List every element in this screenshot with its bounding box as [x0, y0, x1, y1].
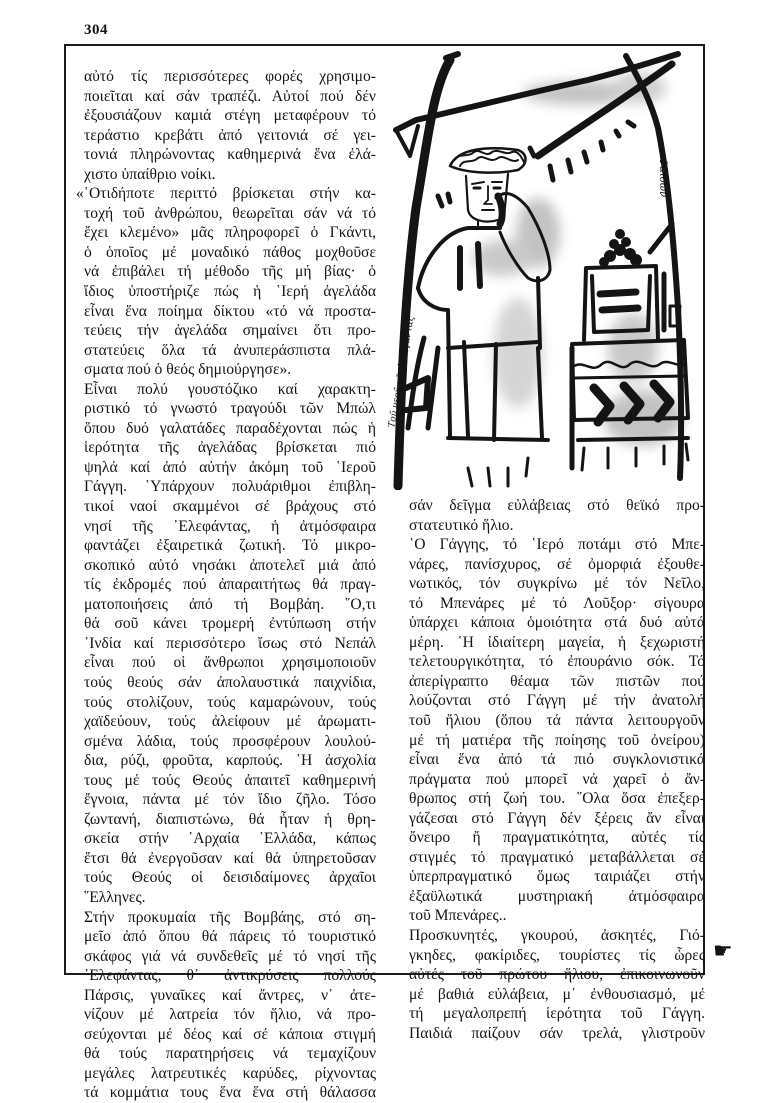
text-line: ὁ ὁποῖος μέ μοναδικό πάθος μοχθοῦσε — [84, 243, 376, 261]
text-line: ὑπερπραγματικό ὅμως ταιριάζει στήν — [409, 868, 705, 886]
text-line: Εἶναι πολύ γουστόζικο καί χαρακτη- — [84, 380, 376, 398]
text-line: μέρη. ῾Η ἰδιαίτερη μαγεία, ἡ ξεχωριστή — [409, 633, 705, 651]
text-line: μέ βαθιά εὐλάβεια, μ᾿ ἐνθουσιασμό, μέ — [409, 985, 705, 1003]
text-line: γκηδες, φακίριδες, τουρίστες τίς ὧρες — [409, 946, 705, 964]
text-line: νάρες, πανίσχυρος, σέ ὀμορφιά ἐξουθε- — [409, 555, 705, 573]
text-line: σκάφος γιά νά συνδεθεῖς μέ τό νησί τῆς — [84, 947, 376, 965]
text-line: τεράστιο κρεβάτι ἀπό γειτονιά σέ γει- — [84, 126, 376, 144]
text-line: ποιεῖται καί σάν τραπέζι. Αὐτοί πού δέν — [84, 87, 376, 105]
page-number: 304 — [84, 22, 108, 38]
text-line: θά σοῦ κάνει τρομερή ἐντύπωση στήν — [84, 615, 376, 633]
text-line: ριστικό τό γνωστό τραγούδι τῶν Μπώλ — [84, 400, 376, 418]
text-line: τοῦ ἥλιου (ὅπου τά πάντα λειτουργοῦν — [409, 712, 705, 730]
text-line: Στήν προκυμαία τῆς Βομβάης, στό ση- — [84, 908, 376, 926]
text-line: τους μέ τούς Θεούς ἀπαιτεῖ καθημερινή — [84, 771, 376, 789]
text-line: μεῖο ἀπό ὅπου θά πάρεις τό τουριστικό — [84, 928, 376, 946]
text-line: νά ἐπιβάλει τή μέθοδο τῆς μή βίας· ὁ — [84, 263, 376, 281]
text-line: σματα πού ὁ θεός δημιούργησε». — [84, 361, 292, 379]
text-line: Γάγγη. ῾Υπάρχουν πολυάριθμοι ἐπιβλη- — [84, 478, 376, 496]
text-line: τεύεις τήν ἀγελάδα σημαίνει ὅτι προ- — [84, 322, 376, 340]
article-left-column — [76, 67, 376, 1103]
illustration — [388, 48, 703, 490]
text-line: νωτικός, τόν συγκρίνω μέ τόν Νεῖλο, — [409, 575, 705, 593]
text-line: ὑπάρχει κάποια ὁμοιότητα στά δυό αὐτά — [409, 614, 705, 632]
ink-drawing — [388, 48, 703, 490]
text-line: σκοπικό αὐτό νησάκι ἀποτελεῖ μιά ἀπό — [84, 556, 376, 574]
article-right-column — [409, 496, 705, 1043]
text-line: ματοποιήσεις ἀπό τή Βομβάη. ῞Ο,τι — [84, 595, 376, 613]
text-line: ᾿Ινδία καί περισσότερο ἴσως στό Νεπάλ — [84, 634, 376, 652]
text-line: ἱερότητα τῆς ἀγελάδας βρίσκεται πιό — [84, 439, 376, 457]
text-line: φαντάζει ἐξαιρετικά ζωτική. Τό μικρο- — [84, 537, 376, 555]
text-line: αὐτό τίς περισσότερες φορές χρησιμο- — [84, 68, 376, 85]
illustration-inscription: Τοῦ νεοῦ τῆς Ἑλεγαντας — [388, 315, 417, 429]
text-line: λούζονται στό Γάγγη μέ τήν ἀνατολή — [409, 692, 705, 710]
text-line: Παιδιά παίζουν σάν τρελά, γλιστροῦν — [409, 1024, 705, 1042]
text-line: μέ τή ματιέρα τῆς ποίησης τοῦ ὀνείρου) — [409, 731, 705, 749]
text-line: τούς στολίζουν, τούς καμαρώνουν, τούς — [84, 693, 376, 711]
text-line: ἔχει κλεμένο» μᾶς πληροφορεῖ ὁ Γκάντι, — [84, 224, 376, 242]
text-line: εἶναι πού οἱ ἄνθρωποι χρησιμοποιοῦν — [84, 654, 376, 672]
text-line: τοῦ Μπενάρες.. — [409, 907, 507, 925]
text-line: σάν δεῖγμα εὐλάβειας στό θεϊκό προ- — [409, 497, 705, 514]
text-line: ψηλά καί ἀπό αὐτήν ἀκόμη τοῦ ῾Ιεροῦ — [84, 458, 376, 476]
text-line: πράγματα πού μπορεῖ νά χαρεῖ ὁ ἄν- — [409, 770, 705, 788]
text-line: νίζουν μέ λατρεία τόν ἥλιο, νά προ- — [84, 1006, 376, 1024]
text-line: εἶναι ἕνα ποίημα δίκτου «τό νά προστα- — [84, 302, 376, 320]
text-line: ἀπερίγραπτο θέαμα τῶν πιστῶν πού — [409, 672, 705, 690]
text-line: τικοί ναοί σκαμμένοι σέ βράχους στό — [84, 498, 376, 516]
text-line: αὐτές τοῦ πρώτου ἥλιου, ἐπικοινωνοῦν — [409, 966, 705, 984]
artist-signature: Φαίδων — [657, 158, 668, 198]
text-line: ὅπου δυό γαλατάδες παραδέχονται πώς ἡ — [84, 419, 376, 437]
text-line: τοχή τοῦ ἀνθρώπου, θεωρεῖται σάν νά τό — [84, 204, 376, 222]
text-line: ᾿Ελεφάντας, θ᾿ ἀντικρύσεις πολλούς — [84, 967, 376, 985]
text-line: νησί τῆς ᾿Ελεφάντας, ἡ ἀτμόσφαιρα — [84, 517, 376, 535]
text-line: Πάρσις, γυναῖκες καί ἄντρες, ν᾿ ἀτε- — [84, 986, 376, 1004]
fruit-basket — [599, 229, 642, 267]
text-line: τό Μπενάρες μέ τό Λοῦξορ· σίγουρα — [409, 594, 705, 612]
text-line: τονιά πληρώνοντας καθημερινά ἕνα ἐλά- — [84, 146, 376, 164]
text-line: χαϊδεύουν, τούς ἀλείφουν μέ ἀρωματι- — [84, 713, 376, 731]
text-line: χιστο ὑπαίθριο νοίκι. — [84, 165, 216, 183]
text-line: σμένα λάδια, τούς προσφέρουν λουλού- — [84, 732, 376, 750]
text-line: στατεύεις ὅλα τά ἀνυπεράσπιστα πλά- — [84, 341, 376, 359]
text-line: στιγμές τό πραγματικό μεταβάλλεται σέ — [409, 848, 705, 866]
text-line: ῞Ελληνες. — [84, 888, 146, 906]
text-line: τά κομμάτια τους ἕνα ἕνα στή θάλασσα — [84, 1084, 376, 1102]
text-line: σκεία στήν ᾿Αρχαία ῾Ελλάδα, κάπως — [84, 830, 376, 848]
text-line: μεγάλες λατρευτικές καρύδες, ρίχνοντας — [84, 1064, 376, 1082]
text-line: ῾Ο Γάγγης, τό ῾Ιερό ποτάμι στό Μπε- — [409, 536, 705, 554]
text-line: θά τούς παρατηρήσεις νά τεμαχίζουν — [84, 1045, 376, 1063]
text-line: «῾Οτιδήποτε περιττό βρίσκεται στήν κα- — [76, 185, 376, 203]
text-line: ἔγνοια, πάντα μέ τόν ἴδιο ζῆλο. Τόσο — [84, 791, 376, 809]
text-line: εἶναι ἕνα ἀπό τά πιό συγκλονιστικά — [409, 751, 705, 769]
pointing-hand-icon: ☛ — [713, 938, 733, 963]
text-line: γάζεσαι στό Γάγγη δέν ξέρεις ἄν εἶναι — [409, 809, 705, 827]
text-line: ἐξαϋλωτικά μυστηριακή ἀτμόσφαιρα — [409, 887, 705, 905]
text-line: ἴδιος ὑποστήριζε πώς ἡ ῾Ιερή ἀγελάδα — [84, 283, 376, 301]
text-line: Προσκυνητές, γκουρού, ἀσκητές, Γιό- — [409, 927, 705, 945]
text-line: τίς ἐκδρομές πού ἀπαραιτήτως θά πραγ- — [84, 576, 376, 594]
text-line: στατευτικό ἥλιο. — [409, 516, 514, 534]
text-line: δια, ρύζι, φροῦτα, καρπούς. ῾Η ἀσχολία — [84, 752, 376, 770]
text-line: θρωπος στή ζωή του. ῞Ολα ὅσα ἐπεξερ- — [409, 790, 705, 808]
text-line: ἔτσι θά ἐνεργοῦσαν καί θά ὑπηρετοῦσαν — [84, 849, 376, 867]
text-line: τούς Θεούς οἱ δεισιδαίμονες ἀρχαῖοι — [84, 869, 376, 887]
text-line: σεύχονται μέ δέος καί σέ κάποια στιγμή — [84, 1025, 376, 1043]
text-line: τελετουργικότητα, τό ἐπουράνιο σόκ. Τό — [409, 653, 705, 671]
text-line: τούς θεούς σάν ἀπολαυστικά παιχνίδια, — [84, 673, 376, 691]
text-line: ζωντανή, διαπιστώνω, θά ἦταν ἡ θρη- — [84, 810, 376, 828]
figure-head — [450, 148, 526, 228]
text-line: ἐξουσιάζουν καμιά στέγη μεταφέρουν τό — [84, 107, 376, 125]
text-line: τή μεγαλοπρεπή ἱερότητα τοῦ Γάγγη. — [409, 1005, 705, 1023]
text-line: ὄνειρο ἤ πραγματικότητα, αὐτές τίς — [409, 829, 705, 847]
